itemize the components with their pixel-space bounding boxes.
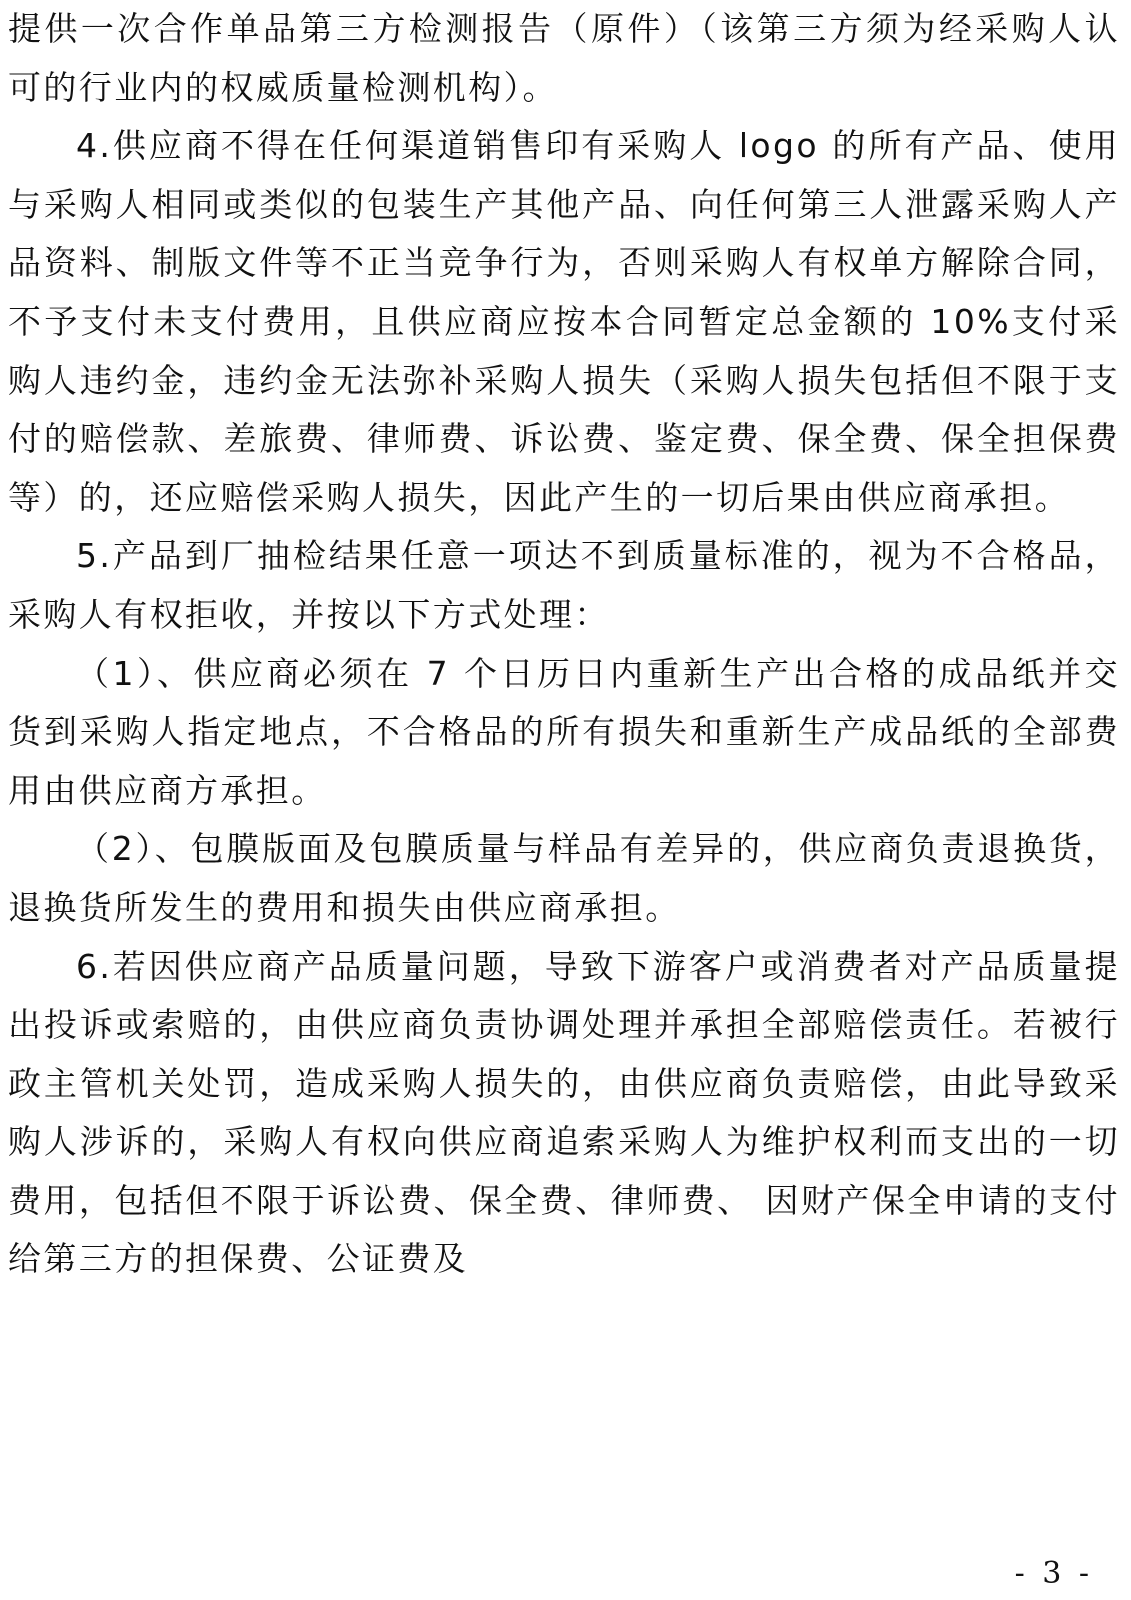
- paragraph: （2）、包膜版面及包膜质量与样品有差异的，供应商负责退换货，退换货所发生的费用和损失由供应商承担。: [8, 829, 1120, 927]
- paragraph: 6.若因供应商产品质量问题，导致下游客户或消费者对产品质量提出投诉或索赔的，由供应商负责协调处理并承担全部赔偿责任。若被行政主管机关处罚，造成采购人损失的，由供应商负责赔偿，由此导致采购人涉诉的，采购人有权向供应商追索采购人为维护权利而支出的一切费用，包括但不限于诉讼费、保全费、律师费、 因财产保全申请的支付给第三方的担保费、公证费及: [8, 946, 1120, 1279]
- paragraph: 5.产品到厂抽检结果任意一项达不到质量标准的，视为不合格品，采购人有权拒收，并按以下方式处理：: [8, 536, 1120, 634]
- page-number: - 3 -: [1014, 1556, 1093, 1591]
- paragraph: 提供一次合作单品第三方检测报告（原件）（该第三方须为经采购人认可的行业内的权威质量检测机构）。: [8, 9, 1120, 107]
- paragraph: （1）、供应商必须在 7 个日历日内重新生产出合格的成品纸并交货到采购人指定地点，不合格品的所有损失和重新生产成品纸的全部费用由供应商方承担。: [8, 653, 1120, 810]
- paragraph: 4.供应商不得在任何渠道销售印有采购人 logo 的所有产品、使用与采购人相同或类似的包装生产其他产品、向任何第三人泄露采购人产品资料、制版文件等不正当竞争行为，否则采购人有权单方解除合同，不予支付未支付费用，且供应商应按本合同暂定总金额的 10%支付采购人违约金，违约金无法弥补采购人损失（采购人损失包括但不限于支付的赔偿款、差旅费、律师费、诉讼费、鉴定费、保全费、保全担保费等）的，还应赔偿采购人损失，因此产生的一切后果由供应商承担。: [8, 126, 1120, 517]
- document-body: [8, 0, 1120, 1289]
